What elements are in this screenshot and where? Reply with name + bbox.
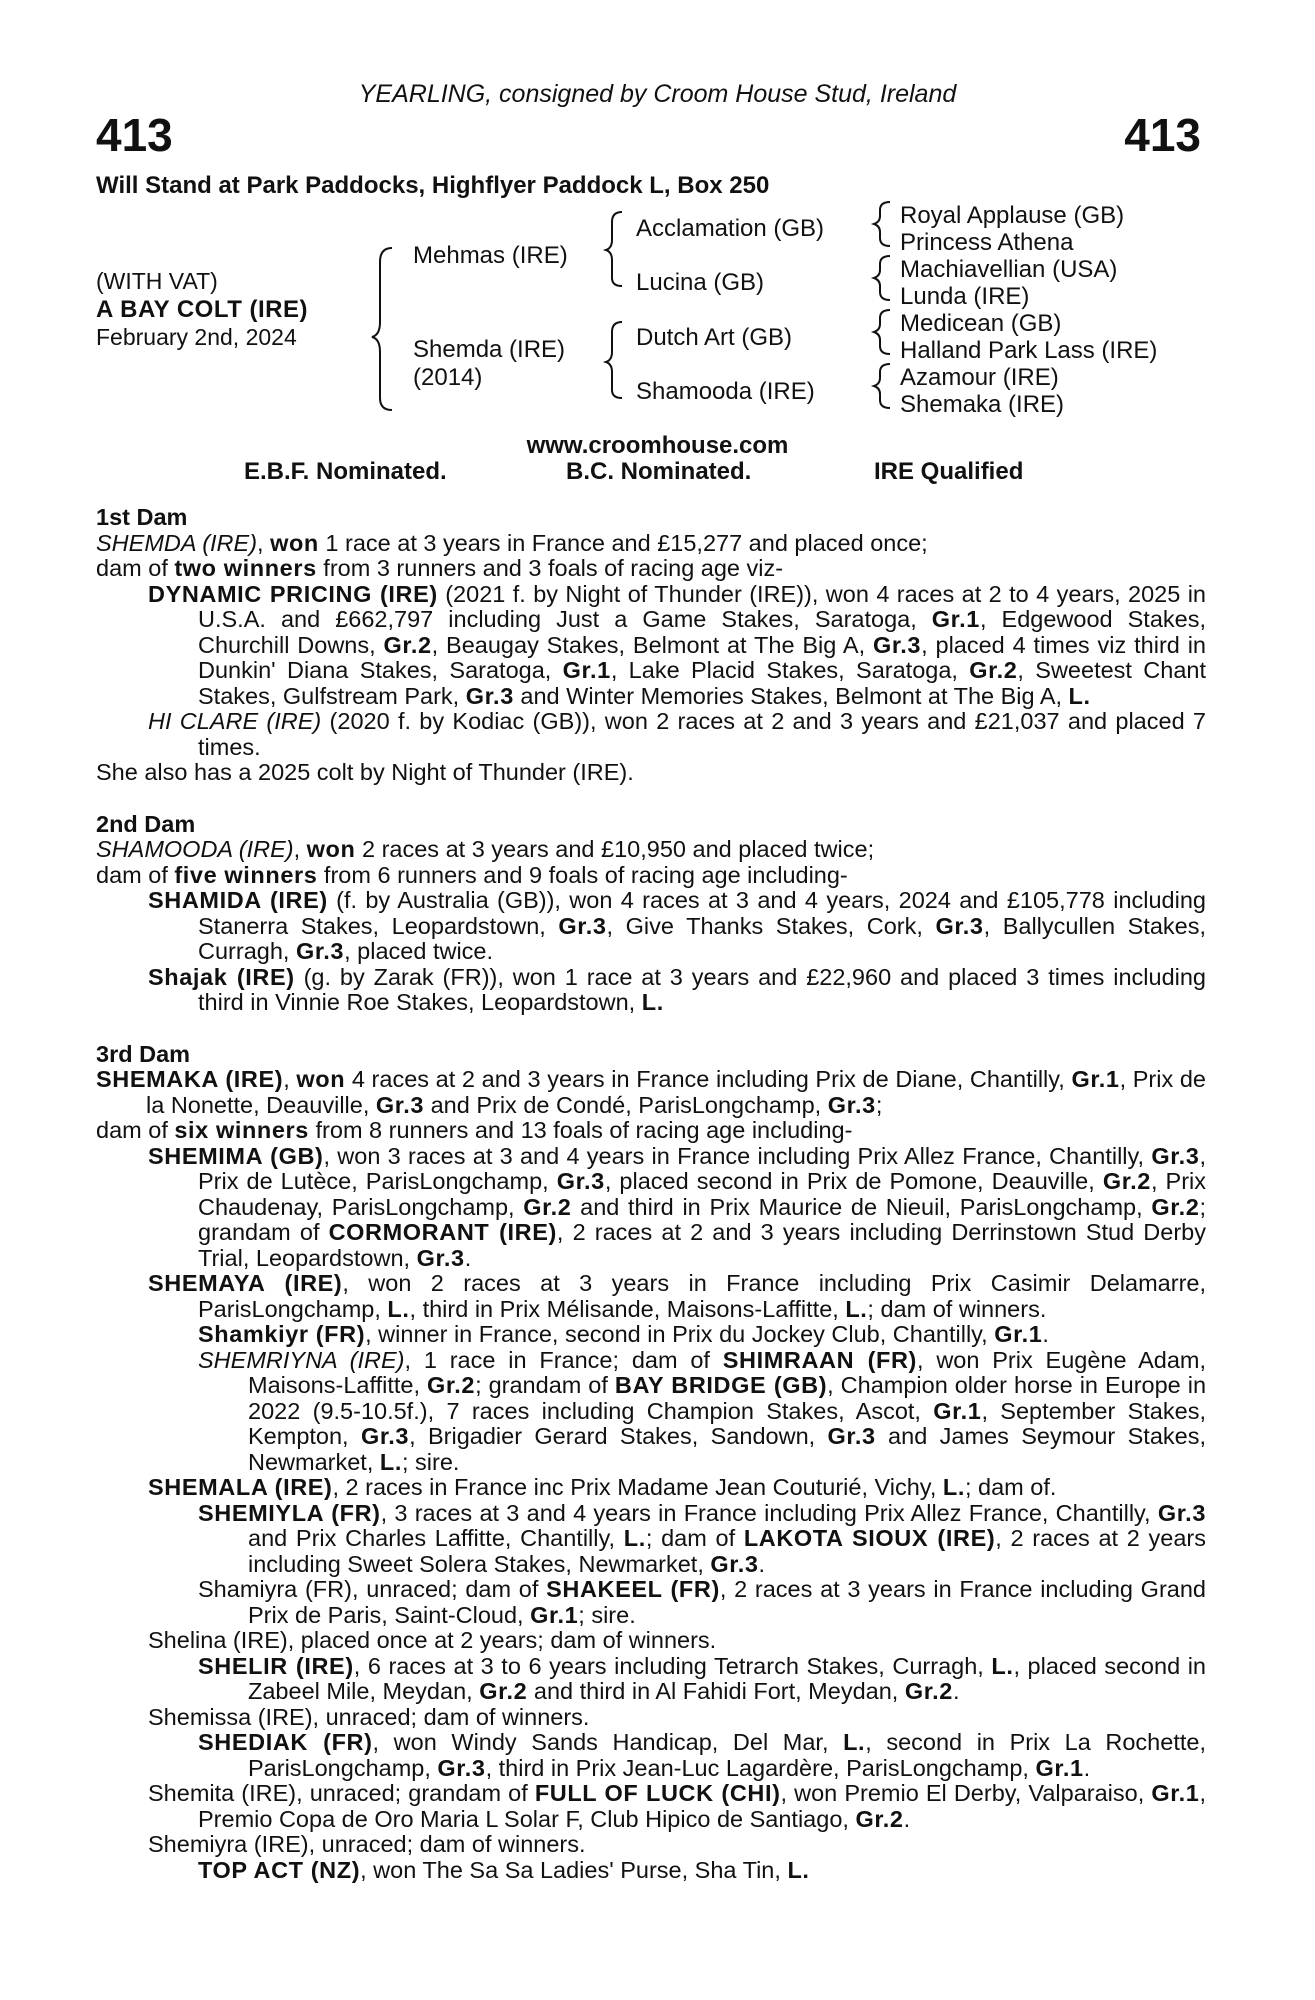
produce-entry [96, 709, 1206, 760]
text-run: L. [623, 1525, 646, 1551]
text-run: , 2 races at 2 years including Sweet Solera Stakes, Newmarket, [248, 1525, 1206, 1577]
text-run: Gr.2 [855, 1805, 904, 1832]
pedigree-dam-year: (2014) [413, 364, 483, 391]
text-run: FULL OF LUCK (CHI) [534, 1780, 781, 1806]
lot-number-right: 413 [1124, 109, 1201, 161]
text-run: (2021 f. by Night of Thunder (IRE)), won 4 races at 2 to 4 years, 2025 in U.S.A. and £662,797 including Just a Game Stakes, Saratoga, [198, 580, 1206, 632]
ire-qualified: IRE Qualified [874, 458, 1024, 485]
text-run: , placed second in Zabeel Mile, Meydan, [248, 1652, 1206, 1704]
text-run: ; [875, 1091, 883, 1118]
text-run: won [306, 836, 356, 862]
text-run: Gr.2 [1151, 1193, 1200, 1220]
text-run: and third in Prix Maurice de Nieuil, ParisLongchamp, [571, 1193, 1152, 1220]
text-run: Gr.3 [935, 912, 984, 939]
foaling-date: February 2nd, 2024 [96, 324, 297, 350]
text-run: , Champion older horse in Europe in 2022 (9.5-10.5f.), 7 races including Champion Stakes, Ascot, [248, 1372, 1207, 1424]
text-run: SHEMIYLA (FR) [198, 1499, 381, 1526]
text-run: Shamkiyr (FR) [198, 1321, 366, 1347]
produce-entry [96, 1322, 1206, 1348]
text-run: Gr.1 [1071, 1066, 1120, 1092]
text-run: Gr.1 [931, 606, 980, 632]
pedigree-dam-sire: Dutch Art (GB) [636, 324, 793, 351]
pedigree-gen3-5: Medicean (GB) [900, 310, 1062, 337]
text-run: , 2 races at 3 years in France including Grand Prix de Paris, Saint-Cloud, [248, 1576, 1206, 1628]
produce-entry [96, 888, 1206, 965]
text-run: , placed second in Prix de Pomone, Deauville, [604, 1168, 1103, 1194]
pedigree-gen3-4: Lunda (IRE) [900, 283, 1030, 310]
text-run: , Sweetest Chant Stakes, Gulfstream Park, [198, 657, 1206, 709]
pedigree-gen3-2: Princess Athena [900, 229, 1074, 256]
text-run: L. [942, 1474, 965, 1500]
text-run: Shemita (IRE), unraced; grandam of [148, 1780, 535, 1806]
text-run: , won Prix Eugène Adam, Maisons-Laffitte, [248, 1346, 1207, 1398]
produce-entry [96, 1781, 1206, 1832]
text-run: from 8 runners and 13 foals of racing age including- [308, 1117, 853, 1143]
text-run: SHEDIAK (FR) [198, 1729, 373, 1755]
text-run: won [270, 529, 319, 556]
second-dam-heading: 2nd Dam [96, 810, 196, 837]
text-run: Gr.3 [360, 1423, 410, 1449]
pedigree-sire: Mehmas (IRE) [413, 242, 568, 269]
text-run: SHAMOODA (IRE) [96, 836, 294, 862]
pedigree-sire-sire: Acclamation (GB) [636, 215, 825, 242]
text-run: Gr.1 [1035, 1754, 1084, 1781]
text-run: Gr.3 [375, 1091, 425, 1118]
first-dam-record [96, 531, 1206, 557]
text-run: . [903, 1805, 911, 1832]
text-run: . [1042, 1321, 1049, 1347]
text-run: , Ballycullen Stakes, Curragh, [198, 912, 1206, 964]
stud-website: www.croomhouse.com [526, 432, 789, 459]
text-run: Gr.2 [904, 1678, 953, 1704]
text-run: , Brigadier Gerard Stakes, Sandown, [409, 1423, 828, 1449]
text-run: , Prix de Lutèce, ParisLongchamp, [198, 1142, 1206, 1194]
text-run: Gr.1 [562, 657, 611, 683]
text-run: Gr.2 [479, 1678, 528, 1704]
text-run: , Edgewood Stakes, Churchill Downs, [198, 606, 1207, 658]
text-run: , placed 4 times viz third in Dunkin' Diana Stakes, Saratoga, [198, 631, 1206, 683]
lot-number-left: 413 [96, 109, 173, 161]
text-run: L. [379, 1448, 402, 1475]
produce-entry [96, 1832, 1206, 1858]
text-run: and third in Al Fahidi Fort, Meydan, [527, 1678, 905, 1704]
produce-entry [96, 1475, 1206, 1501]
text-run: , won Premio El Derby, Valparaiso, [780, 1780, 1152, 1806]
text-run: CORMORANT (IRE) [328, 1219, 557, 1245]
text-run: Gr.1 [530, 1601, 579, 1628]
text-run: TOP ACT (NZ) [198, 1856, 361, 1883]
text-run: , Prix Chaudenay, ParisLongchamp, [198, 1168, 1207, 1220]
text-run: Shajak (IRE) [148, 963, 295, 990]
stand-location: Will Stand at Park Paddocks, Highflyer Paddock L, Box 250 [96, 172, 770, 199]
text-run: BAY BRIDGE (GB) [614, 1372, 828, 1398]
text-run: , won The Sa Sa Ladies' Purse, Sha Tin, [360, 1856, 788, 1883]
text-run: won [296, 1066, 346, 1092]
produce-entry [96, 1730, 1206, 1781]
text-run: dam of [96, 555, 175, 581]
produce-entry [96, 1858, 1206, 1884]
text-run: SHEMAYA (IRE) [148, 1270, 343, 1296]
text-run: SHEMIMA (GB) [148, 1142, 324, 1169]
consignor-subtitle: YEARLING, consigned by Croom House Stud, Ireland [358, 80, 957, 108]
text-run: two winners [174, 555, 317, 581]
text-run: , September Stakes, Kempton, [248, 1397, 1206, 1449]
text-run: Shemiyra (IRE), unraced; dam of winners. [148, 1831, 586, 1857]
produce-entry [96, 1144, 1206, 1272]
text-run: , third in Prix Mélisande, Maisons-Laffitte, [409, 1295, 846, 1322]
pedigree-sire-dam: Lucina (GB) [636, 269, 765, 296]
pedigree-dam-dam: Shamooda (IRE) [636, 378, 815, 405]
text-run: She also has a 2025 colt by Night of Thunder (IRE). [96, 759, 634, 785]
text-run: Gr.3 [465, 682, 514, 709]
text-run: , [293, 836, 307, 862]
text-run: Gr.2 [426, 1372, 476, 1398]
text-run: L. [991, 1652, 1014, 1679]
text-run: ; grandam of [475, 1372, 615, 1398]
produce-entry [96, 1654, 1206, 1705]
text-run: Shemissa (IRE), unraced; dam of winners. [148, 1703, 590, 1730]
text-run: LAKOTA SIOUX (IRE) [743, 1525, 996, 1551]
text-run: . [464, 1244, 472, 1271]
text-run: SHEMAKA (IRE) [96, 1066, 284, 1092]
text-run: Gr.3 [827, 1091, 876, 1118]
text-run: (2020 f. by Kodiac (GB)), won 2 races at 2 and 3 years and £21,037 and placed 7 times. [198, 708, 1206, 760]
text-run: , [257, 529, 271, 556]
text-run: , winner in France, second in Prix du Jockey Club, Chantilly, [365, 1321, 995, 1347]
text-run: SHIMRAAN (FR) [722, 1346, 917, 1373]
text-run: , [283, 1066, 297, 1092]
text-run: SHEMDA (IRE) [96, 529, 258, 556]
second-dam-produce-summary [96, 863, 1206, 889]
pedigree-dam: Shemda (IRE) [413, 336, 566, 363]
text-run: ; sire. [578, 1601, 636, 1628]
text-run: Gr.3 [437, 1754, 486, 1781]
text-run: DYNAMIC PRICING (IRE) [148, 580, 438, 607]
first-dam-produce-summary [96, 556, 1206, 582]
text-run: dam of [96, 1117, 175, 1143]
produce-entry [96, 582, 1206, 710]
second-dam-record [96, 837, 1206, 863]
text-run: . [758, 1550, 766, 1577]
produce-entry [96, 1348, 1206, 1476]
bc-nominated: B.C. Nominated. [566, 458, 752, 485]
text-run: Gr.3 [710, 1550, 759, 1577]
text-run: Gr.3 [1151, 1142, 1200, 1169]
text-run: L. [843, 1729, 866, 1755]
text-run: L. [787, 1856, 810, 1883]
vat-note: (WITH VAT) [96, 268, 218, 294]
text-run: SHEMALA (IRE) [148, 1474, 333, 1500]
text-run: Gr.3 [556, 1168, 605, 1194]
third-dam-record [96, 1067, 1206, 1118]
text-run: ; dam of [645, 1525, 744, 1551]
produce-entry [96, 1628, 1206, 1654]
text-run: Gr.3 [827, 1423, 876, 1449]
text-run: from 6 runners and 9 foals of racing age including- [317, 861, 848, 888]
text-run: , 2 races at 2 and 3 years including Derrinstown Stud Derby Trial, Leopardstown, [198, 1219, 1206, 1271]
text-run: , won Windy Sands Handicap, Del Mar, [372, 1729, 844, 1755]
text-run: , Premio Copa de Oro Maria L Solar F, Club Hipico de Santiago, [198, 1780, 1206, 1832]
text-run: SHAKEEL (FR) [546, 1576, 720, 1602]
text-run: ; sire. [401, 1448, 460, 1475]
produce-entry [96, 1705, 1206, 1731]
text-run: , won 2 races at 3 years in France including Prix Casimir Delamarre, ParisLongchamp, [198, 1270, 1206, 1322]
text-run: , Beaugay Stakes, Belmont at The Big A, [431, 631, 873, 658]
text-run: L. [641, 989, 664, 1015]
text-run: , won 3 races at 3 and 4 years in France including Prix Allez France, Chantilly, [323, 1142, 1152, 1169]
text-run: L. [387, 1295, 410, 1322]
text-run: and Prix de Condé, ParisLongchamp, [424, 1091, 828, 1118]
text-run: Gr.3 [416, 1244, 465, 1271]
text-run: HI CLARE (IRE) [148, 708, 322, 734]
text-run: . [952, 1678, 960, 1704]
text-run: , third in Prix Jean-Luc Lagardère, ParisLongchamp, [485, 1754, 1036, 1781]
text-run: and Winter Memories Stakes, Belmont at The Big A, [513, 682, 1069, 709]
text-run: five winners [174, 861, 318, 888]
text-run: , 6 races at 3 to 6 years including Tetrarch Stakes, Curragh, [353, 1652, 992, 1679]
produce-entry [96, 1271, 1206, 1322]
text-run: ; dam of winners. [867, 1295, 1047, 1322]
text-run: Gr.1 [933, 1397, 982, 1424]
pedigree-gen3-6: Halland Park Lass (IRE) [900, 337, 1158, 364]
text-run: and Prix Charles Laffitte, Chantilly, [248, 1525, 624, 1551]
text-run: , Give Thanks Stakes, Cork, [606, 912, 936, 939]
text-run: ; grandam of [198, 1193, 1206, 1245]
text-run: Gr.2 [969, 657, 1018, 683]
text-run: . [1083, 1754, 1091, 1781]
text-run: Shamiyra (FR), unraced; dam of [198, 1576, 547, 1602]
text-run: SHEMRIYNA (IRE) [198, 1346, 405, 1373]
produce-entry [96, 965, 1206, 1016]
text-run: , placed twice. [344, 938, 494, 964]
text-run: from 3 runners and 3 foals of racing age viz- [316, 555, 784, 581]
text-run: L. [1068, 682, 1091, 709]
text-run: six winners [174, 1117, 309, 1143]
pedigree-gen3-1: Royal Applause (GB) [900, 202, 1125, 229]
text-run: L. [845, 1295, 868, 1322]
first-dam-heading: 1st Dam [96, 504, 188, 530]
text-run: , 3 races at 3 and 4 years in France including Prix Allez France, Chantilly, [380, 1499, 1158, 1526]
produce-note [96, 760, 1206, 786]
text-run: Shelina (IRE), placed once at 2 years; dam of winners. [148, 1627, 717, 1653]
text-run: (g. by Zarak (FR)), won 1 race at 3 years and £22,960 and placed 3 times including third in Vinnie Roe Stakes, Leopardstown, [198, 963, 1206, 1015]
text-run: , 2 races in France inc Prix Madame Jean Couturié, Vichy, [332, 1474, 943, 1500]
third-dam-heading: 3rd Dam [96, 1040, 191, 1067]
text-run: 2 races at 3 years and £10,950 and placed twice; [355, 836, 875, 862]
horse-name: A BAY COLT (IRE) [96, 296, 309, 323]
produce-entry [96, 1577, 1206, 1628]
text-run: Gr.2 [383, 631, 432, 658]
pedigree-gen3-8: Shemaka (IRE) [900, 391, 1065, 418]
pedigree-gen3-7: Azamour (IRE) [900, 364, 1059, 391]
text-run: SHELIR (IRE) [198, 1652, 354, 1679]
text-run: Gr.3 [872, 631, 922, 658]
produce-entry [96, 1501, 1206, 1578]
ebf-nominated: E.B.F. Nominated. [244, 458, 447, 485]
text-run: , Prix de la Nonette, Deauville, [146, 1066, 1207, 1118]
text-run: ; dam of. [964, 1474, 1057, 1500]
family-sections [96, 505, 1206, 1883]
text-run: (f. by Australia (GB)), won 4 races at 3 and 4 years, 2024 and £105,778 including Stanerra Stakes, Leopardstown, [198, 887, 1206, 939]
text-run: Gr.2 [1102, 1168, 1151, 1194]
pedigree-gen3-3: Machiavellian (USA) [900, 256, 1118, 283]
text-run: Gr.3 [1157, 1499, 1206, 1526]
text-run: 1 race at 3 years in France and £15,277 and placed once; [318, 529, 928, 556]
text-run: 4 races at 2 and 3 years in France including Prix de Diane, Chantilly, [345, 1066, 1072, 1092]
text-run: , Lake Placid Stakes, Saratoga, [610, 657, 970, 683]
text-run: Gr.3 [295, 938, 345, 964]
text-run: and James Seymour Stakes, Newmarket, [248, 1423, 1206, 1475]
text-run: Gr.1 [994, 1321, 1043, 1347]
text-run: , 1 race in France; dam of [404, 1346, 723, 1373]
text-run: SHAMIDA (IRE) [148, 887, 328, 913]
text-run: dam of [96, 861, 175, 888]
text-run: Gr.3 [558, 912, 607, 939]
text-run: , second in Prix La Rochette, ParisLongchamp, [248, 1729, 1206, 1781]
third-dam-produce-summary [96, 1118, 1206, 1144]
text-run: Gr.2 [523, 1193, 572, 1220]
text-run: Gr.1 [1151, 1780, 1200, 1806]
